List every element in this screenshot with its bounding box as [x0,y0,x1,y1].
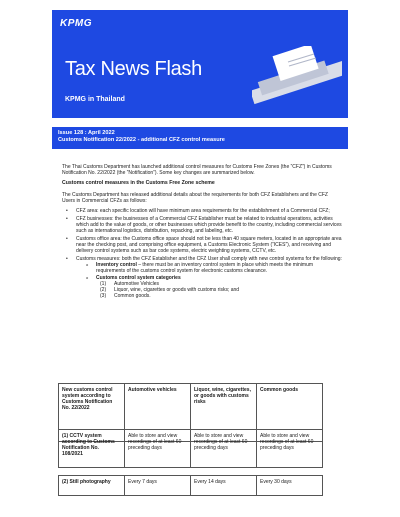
table-cell: Every 30 days [257,476,323,496]
table-row [59,430,323,468]
newsletter-subtitle: KPMG in Thailand [65,96,125,103]
mail-slot-illustration [252,46,342,106]
table-header-cell: Common goods [257,384,323,442]
kpmg-logo: KPMG [60,18,92,29]
category-text: Liquor, wine, cigarettes or goods with customs risks; and [114,286,240,293]
list-item: • CFZ businesses: the businesses of a Commercial CFZ Establisher must be related to industrial operations, activities which add to the value of goods, or other businesses which provide benefit to the country, including commercial services such as international logistics, distribution, repacking, and labeling, etc. [76,216,342,235]
sublist-item-inventory [96,262,342,274]
table-header-cell: Automotive vehicles [125,384,191,442]
issue-banner [52,127,348,149]
table-cell: Able to store and view recordings of at least 60 preceding days [191,430,257,468]
article-body [62,164,342,301]
list-item: • Customs office area: the Customs office space should not be less than 40 square meters, located in an appropriate area near the checking post, and comprising office equipment, a Customs Electronic System (“ICES”), and receiving and delivery control systems such as bar code systems, electric weighting systems, CCTV, etc. [76,236,342,255]
issue-number: Issue 128 : April 2022 [58,130,115,136]
category-item [100,293,342,300]
control-table-row-photo [58,475,323,496]
category-text: Automotive Vehicles [114,280,160,287]
table-row [59,476,323,496]
requirements-list [62,208,342,299]
newsletter-title: Tax News Flash [65,58,202,80]
category-number: (1) [100,280,107,287]
table-cell: (1) CCTV system according to Customs Notification No. 108/2021 [59,430,125,468]
categories-list [96,281,342,300]
control-table-row-cctv [58,429,323,468]
sublist [76,262,342,299]
table-cell: Every 7 days [125,476,191,496]
table-cell: Able to store and view recordings of at least 60 preceding days [125,430,191,468]
categories-label: Customs control system categories [96,274,181,281]
list-item [76,256,342,299]
intro-paragraph: The Thai Customs Department has launched additional control measures for Customs Free Zones (the “CFZ”) in Customs Notification No. 22/2022 (the “Notification”). Some key changes are summarized below. [62,164,332,177]
category-text: Common goods. [114,293,151,300]
table-cell: Every 14 days [191,476,257,496]
sublist-item-categories [96,275,342,300]
section-intro: The Customs Department has released additional details about the requirements for both CFZ Establishers and the CFZ Users in Commercial CFZs as follows: [62,191,328,204]
category-number: (2) [100,286,107,293]
issue-headline: Customs Notification 22/2022 - additional CFZ control measure [58,137,225,143]
header-banner [52,10,348,118]
table-cell: Able to store and view recordings of at least 60 preceding days [257,430,323,468]
table-header-cell: New customs control system according to Customs Notification No. 22/2022 [59,384,125,442]
list-item: • CFZ area: each specific location will have minimum area requirements for the establishment of a Commercial CFZ; [76,208,342,214]
section-heading: Customs control measures in the Customs Free Zone scheme [62,180,215,187]
category-number: (3) [100,293,107,300]
inventory-label: Inventory control [96,262,137,269]
table-cell: (2) Still photography [59,476,125,496]
table-header-cell: Liquor, wine, cigarettes, or goods with customs risks [191,384,257,442]
inventory-text: – there must be an inventory control system in place which meets the minimum requirements of the customs control system for electronic customs clearance. [96,262,314,275]
list-item-text: Customs measures: both the CFZ Establisher and the CFZ User shall comply with new control systems for the following: [76,255,342,262]
